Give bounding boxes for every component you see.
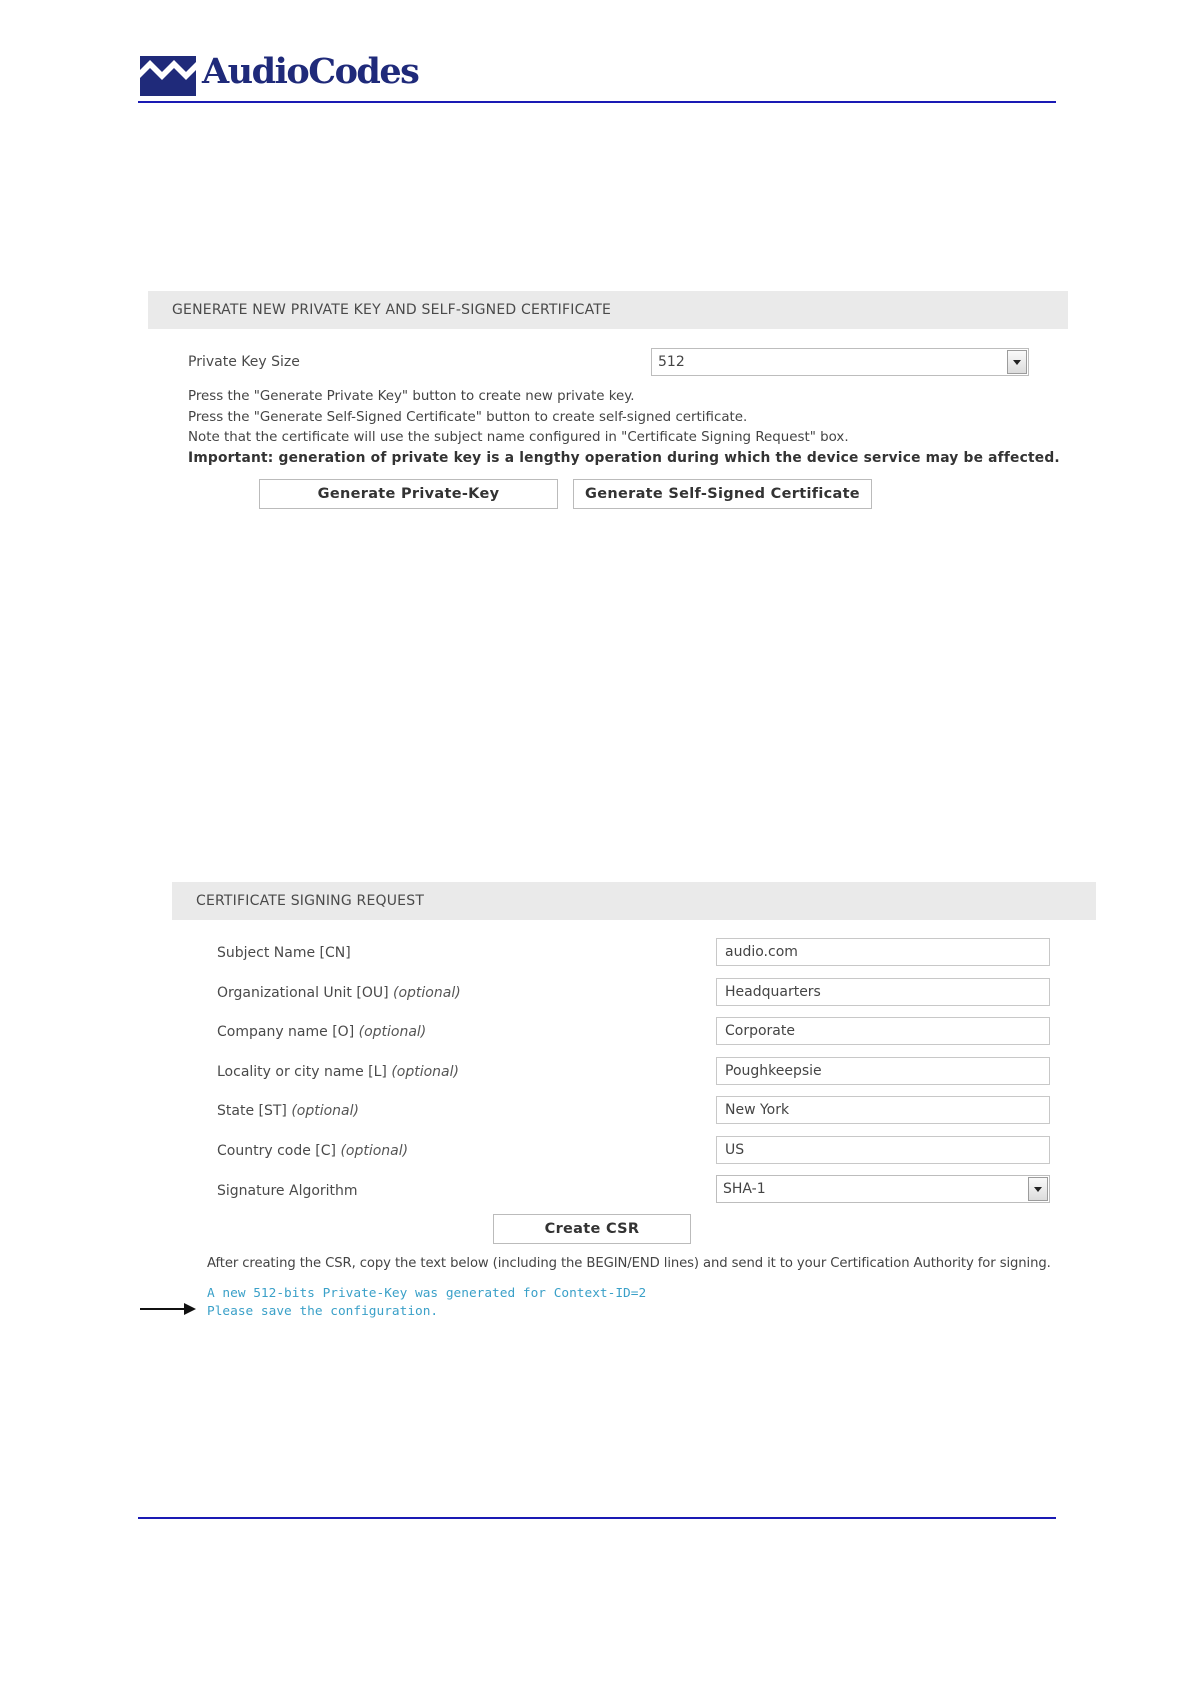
private-key-size-label: Private Key Size [188, 354, 300, 370]
instruction-line: Press the "Generate Self-Signed Certificate" button to create self-signed certificate. [188, 410, 748, 425]
csr-output-line: Please save the configuration. [207, 1304, 439, 1319]
signature-algorithm-select[interactable] [716, 1175, 1050, 1203]
signature-algorithm-value: SHA-1 [723, 1181, 766, 1197]
arrow-right-icon [140, 1302, 196, 1316]
country-code-label: Country code [C] (optional) [217, 1143, 409, 1159]
signature-algorithm-label: Signature Algorithm [217, 1183, 358, 1199]
chevron-down-icon[interactable] [1007, 350, 1027, 374]
footer-rule [138, 1517, 1056, 1519]
instruction-line: Note that the certificate will use the subject name configured in "Certificate Signing Request" box. [188, 430, 849, 445]
subject-name-label: Subject Name [CN] [217, 945, 351, 961]
audiocodes-logo-icon [140, 56, 196, 96]
optional-tag: (optional) [340, 1143, 409, 1159]
subject-name-input[interactable]: audio.com [716, 938, 1050, 966]
state-label: State [ST] (optional) [217, 1103, 359, 1119]
instruction-line: Press the "Generate Private Key" button to create new private key. [188, 389, 635, 404]
important-note: Important: generation of private key is a lengthy operation during which the device service may be affected. [188, 450, 1060, 466]
private-key-size-select[interactable] [651, 348, 1029, 376]
optional-tag: (optional) [358, 1024, 427, 1040]
csr-output-line: A new 512-bits Private-Key was generated for Context-ID=2 [207, 1286, 647, 1301]
generate-self-signed-certificate-button[interactable]: Generate Self-Signed Certificate [573, 479, 872, 509]
locality-input[interactable]: Poughkeepsie [716, 1057, 1050, 1085]
company-name-label: Company name [O] (optional) [217, 1024, 427, 1040]
key-section-title: GENERATE NEW PRIVATE KEY AND SELF-SIGNED CERTIFICATE [148, 291, 1068, 329]
locality-label: Locality or city name [L] (optional) [217, 1064, 459, 1080]
org-unit-label: Organizational Unit [OU] (optional) [217, 985, 461, 1001]
csr-instruction: After creating the CSR, copy the text below (including the BEGIN/END lines) and send it to your Certification Authority for signing. [207, 1256, 1051, 1271]
org-unit-input[interactable]: Headquarters [716, 978, 1050, 1006]
state-input[interactable]: New York [716, 1096, 1050, 1124]
country-code-input[interactable]: US [716, 1136, 1050, 1164]
generate-private-key-button[interactable]: Generate Private-Key [259, 479, 558, 509]
optional-tag: (optional) [391, 1064, 459, 1080]
csr-section-title: CERTIFICATE SIGNING REQUEST [172, 882, 1096, 920]
company-name-input[interactable]: Corporate [716, 1017, 1050, 1045]
create-csr-button[interactable]: Create CSR [493, 1214, 691, 1244]
optional-tag: (optional) [291, 1103, 359, 1119]
chevron-down-icon[interactable] [1028, 1177, 1048, 1201]
private-key-size-value: 512 [658, 354, 685, 370]
optional-tag: (optional) [393, 985, 461, 1001]
header-rule [138, 101, 1056, 103]
brand-name: AudioCodes [202, 51, 419, 92]
